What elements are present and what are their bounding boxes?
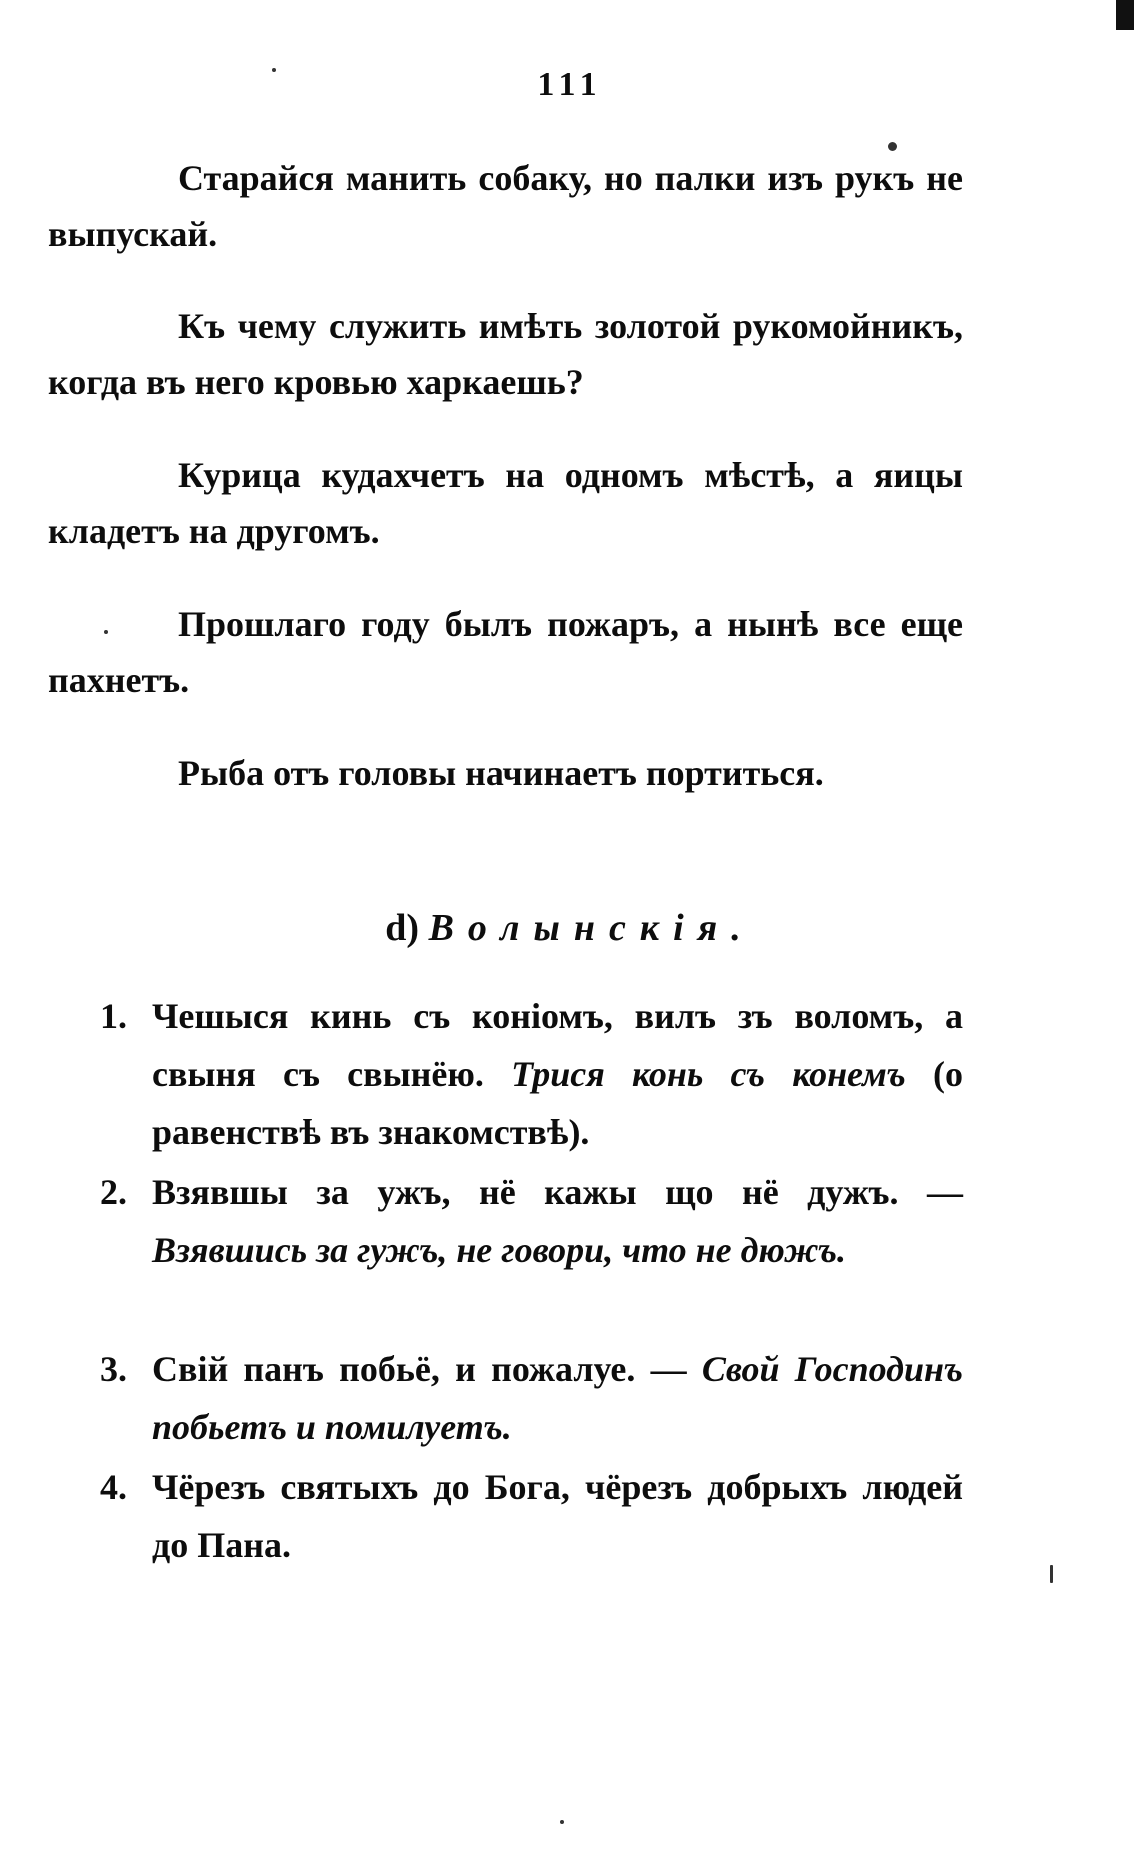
item-number: 2. (100, 1172, 127, 1212)
item-number: 4. (100, 1467, 127, 1507)
section-letter: d) (385, 907, 420, 949)
proverb-paragraph: Къ чему служить имѣть золотой рукомойникъ, когда въ него кровью харкаешь? (48, 306, 963, 402)
print-speck (272, 68, 276, 72)
item-translation: Взявшись за гужъ, не говори, что не дюжъ. (152, 1230, 847, 1270)
proverb-paragraph: Старайся манить собаку, но палки изъ рукъ не выпускай. (48, 158, 963, 254)
list-item (100, 1340, 963, 1456)
item-note: (о равенствѣ въ знакомствѣ). (152, 1054, 963, 1152)
list-item (100, 1163, 963, 1279)
proverb-paragraph: Курица кудахчетъ на одномъ мѣстѣ, а яицы кладетъ на другомъ. (48, 455, 963, 551)
print-speck (560, 1820, 564, 1824)
proverb-paragraph: Рыба отъ головы начинаетъ портиться. (178, 753, 824, 793)
item-translation: Трися конь съ конемъ (511, 1054, 906, 1094)
section-heading (0, 900, 1140, 956)
page-number: 111 (537, 66, 603, 103)
item-text: Чешыся кинь съ коніомъ, вилъ зъ воломъ, а свыня съ свынёю. (152, 996, 963, 1094)
item-translation: Свой Господинъ побьетъ и помилуетъ. (152, 1349, 963, 1447)
print-speck (888, 142, 897, 151)
list-item (100, 987, 963, 1161)
item-number: 1. (100, 996, 127, 1036)
item-number: 3. (100, 1349, 127, 1389)
item-text: Свій панъ побьё, и пожалуе. — (152, 1349, 687, 1389)
print-speck (104, 630, 108, 634)
section-title: Волынскія. (428, 907, 755, 949)
item-text: Взявшы за ужъ, нё кажы що нё дужъ. — (152, 1172, 963, 1212)
list-item (100, 1458, 963, 1574)
print-speck (1050, 1565, 1053, 1583)
edge-mark (1116, 0, 1134, 30)
proverb-paragraph: Прошлаго году былъ пожаръ, а нынѣ все еще пахнетъ. (48, 604, 963, 700)
item-text: Чёрезъ святыхъ до Бога, чёрезъ добрыхъ людей до Пана. (152, 1467, 963, 1565)
